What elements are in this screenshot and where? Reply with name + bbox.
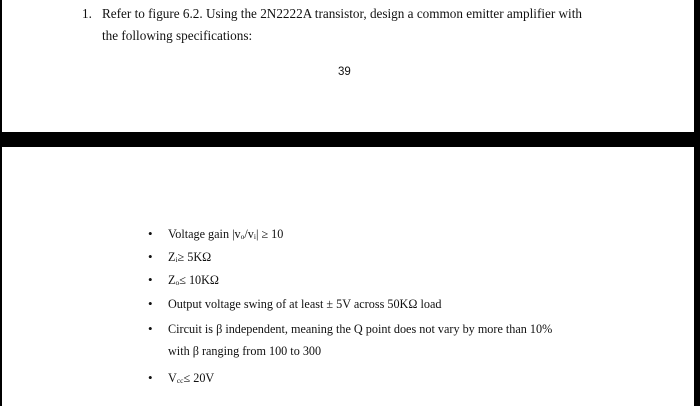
bullet-icon: • xyxy=(148,296,153,311)
bullet-icon: • xyxy=(148,321,153,336)
bullet-icon: • xyxy=(148,272,153,287)
bullet-icon: • xyxy=(148,249,153,264)
bullet-icon: • xyxy=(148,370,153,385)
bullet-icon: • xyxy=(148,226,153,241)
question-number: 1. xyxy=(82,6,92,21)
question-text-line-2: the following specifications: xyxy=(102,28,253,43)
question-text-line-1: Refer to figure 6.2. Using the 2N2222A transistor, design a common emitter amplifier with xyxy=(102,6,582,21)
page-bottom-fragment: • Voltage gain $|v_o/v_i| \ge 10$ • $Z_i\ge 5K\Omega$ • $Z_o\le 10K\Omega$ • Output voltage swing of at least ± 5V across 50KΩ load • Circuit is β independent, meaning the Q point does not vary by more than 10% with β ranging from 100 to 300 • $V_{cc}\le 20V$ xyxy=(2,147,694,406)
page-number: 39 xyxy=(338,66,351,78)
page-top-fragment xyxy=(2,0,694,132)
